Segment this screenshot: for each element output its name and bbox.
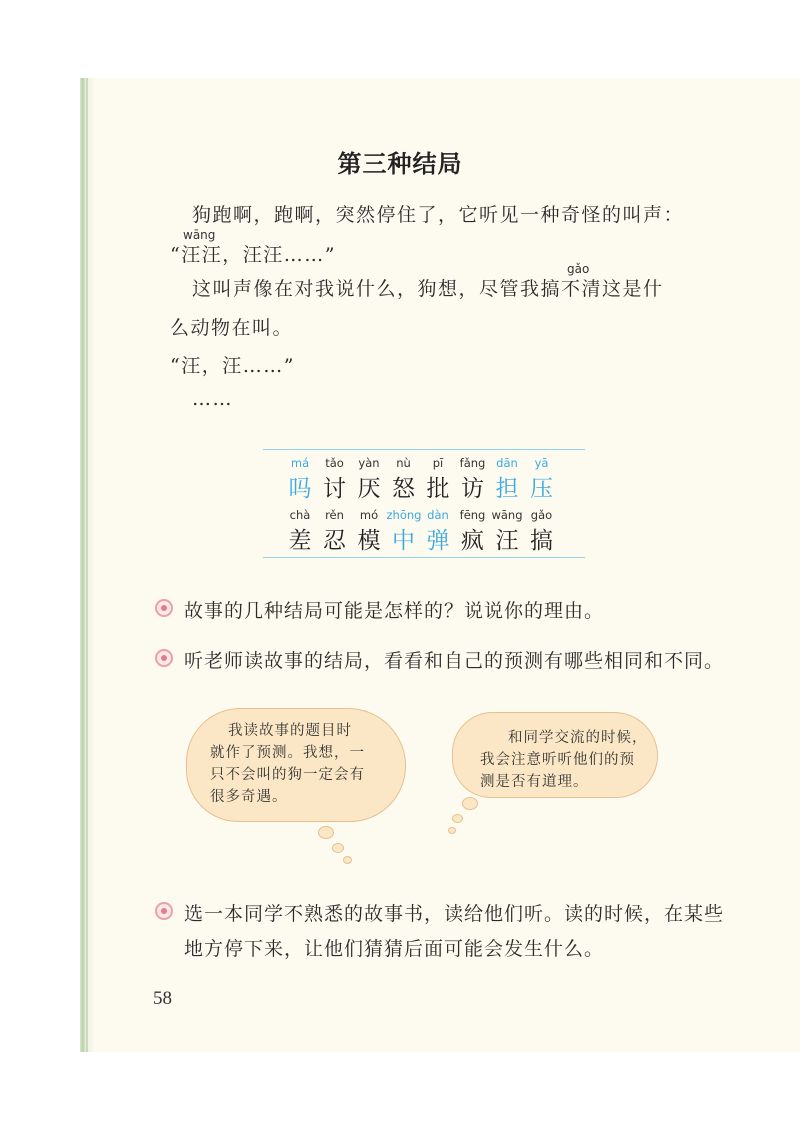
vocab-character: 疯 — [461, 528, 484, 554]
bubble-left-line-2: 就作了预测。我想，一 — [210, 745, 365, 761]
question-1: 故事的几种结局可能是怎样的？说说你的理由。 — [184, 600, 605, 622]
pinyin-gao: gǎo — [567, 262, 590, 276]
paragraph-2-line-1: 这叫声像在对我说什么，狗想，尽管我搞不清这是什 — [192, 278, 664, 300]
vocab-pinyin: yàn — [358, 456, 380, 470]
vocab-character: 汪 — [495, 528, 519, 554]
vocab-character: 忍 — [323, 528, 346, 554]
vocab-pinyin: chà — [289, 508, 311, 522]
paragraph-2-line-2: 么动物在叫。 — [170, 317, 294, 339]
vocab-pinyin: dàn — [427, 508, 449, 522]
pinyin-wang: wāng — [183, 228, 216, 242]
page-number: 58 — [153, 988, 172, 1009]
bubble-left-line-3: 只不会叫的狗一定会有 — [210, 767, 365, 783]
thought-dot — [332, 843, 344, 853]
question-3-line-1: 选一本同学不熟悉的故事书，读给他们听。读的时候，在某些 — [184, 903, 725, 925]
question-2: 听老师读故事的结局，看看和自己的预测有哪些相同和不同。 — [184, 650, 725, 672]
bubble-right-line-3: 测是否有道理。 — [480, 774, 589, 790]
paragraph-3-line-1: “汪，汪……” — [170, 355, 295, 377]
flower-bullet-icon — [155, 599, 173, 617]
vocab-pinyin: gǎo — [530, 508, 553, 522]
vocab-pinyin: tǎo — [325, 456, 344, 470]
vocab-character: 弹 — [426, 528, 450, 554]
vocab-pinyin: yā — [534, 456, 549, 470]
vocab-bottom-rule — [263, 557, 585, 558]
thought-dot — [318, 826, 334, 839]
vocab-character: 担 — [495, 476, 519, 502]
thought-bubble-right-text — [480, 727, 648, 793]
vocab-character: 批 — [426, 476, 450, 502]
vocab-character: 访 — [461, 476, 484, 502]
flower-bullet-icon — [155, 649, 173, 667]
vocab-pinyin: mó — [359, 508, 379, 522]
vocab-character: 中 — [392, 528, 415, 554]
vocab-pinyin: fǎng — [459, 456, 486, 470]
bubble-left-line-1: 我读故事的题目时 — [228, 723, 352, 739]
vocab-pinyin: wāng — [491, 508, 523, 522]
vocab-pinyin: fēng — [459, 508, 486, 522]
vocab-pinyin: dān — [496, 456, 518, 470]
thought-dot — [343, 856, 352, 864]
vocab-character: 讨 — [323, 476, 346, 502]
flower-bullet-icon — [155, 902, 173, 920]
vocab-character: 怒 — [392, 476, 415, 502]
thought-bubble-left-text — [210, 720, 365, 808]
paragraph-1-line-2: “汪汪，汪汪……” — [170, 244, 336, 266]
bubble-right-line-2: 我会注意听听他们的预 — [480, 752, 635, 768]
thought-dot — [448, 827, 456, 834]
vocab-character: 吗 — [288, 476, 312, 502]
vocab-pinyin: zhōng — [386, 508, 422, 522]
vocab-pinyin: nù — [396, 456, 411, 470]
vocab-character: 压 — [530, 476, 553, 502]
bubble-right-line-1: 和同学交流的时候， — [508, 730, 648, 746]
spine-line — [86, 78, 88, 1052]
vocab-pinyin: rěn — [325, 508, 344, 522]
vocab-character: 模 — [357, 528, 381, 554]
thought-dot — [452, 814, 463, 823]
vocab-character: 搞 — [530, 528, 553, 554]
vocab-character: 差 — [288, 528, 312, 554]
paragraph-4-ellipsis: …… — [192, 388, 233, 410]
bubble-left-line-4: 很多奇遇。 — [210, 789, 288, 805]
vocab-pinyin: má — [290, 456, 310, 470]
question-3-line-2: 地方停下来，让他们猜猜后面可能会发生什么。 — [184, 938, 605, 960]
thought-dot — [462, 797, 478, 810]
lesson-title: 第三种结局 — [337, 149, 463, 178]
paragraph-1-line-1: 狗跑啊，跑啊，突然停住了，它听见一种奇怪的叫声： — [192, 204, 685, 226]
vocab-top-rule — [263, 449, 585, 450]
vocab-character: 厌 — [357, 476, 381, 502]
vocab-pinyin: pī — [432, 456, 444, 470]
